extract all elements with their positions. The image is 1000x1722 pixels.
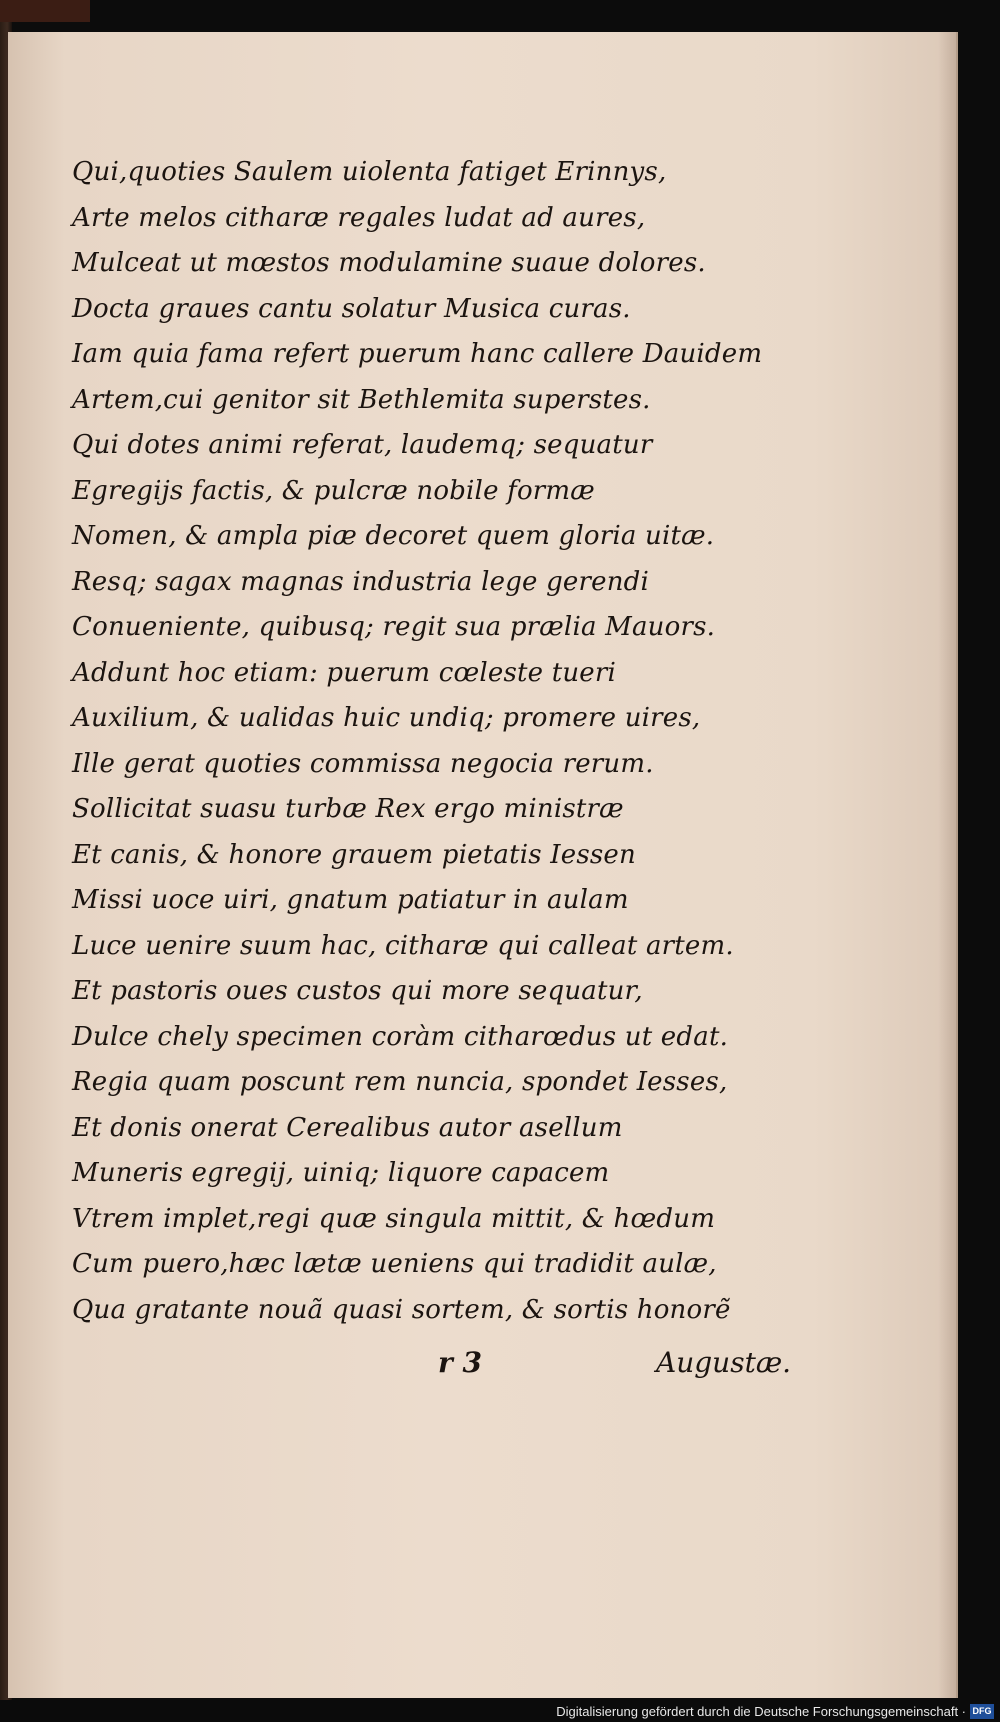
verse-line: Conueniente, quibusq; regit sua prælia Mauors. bbox=[72, 612, 716, 642]
verse-line: Qui,quoties Saulem uiolenta fatiget Erinnys, bbox=[72, 157, 667, 187]
verse-line: Arte melos citharæ regales ludat ad aures, bbox=[72, 202, 646, 233]
verse-line: Missi uoce uiri, gnatum patiatur in aulam bbox=[72, 885, 629, 915]
page-edge-shadow bbox=[938, 32, 956, 1698]
verse-line: Auxilium, & ualidas huic undiq; promere uires, bbox=[72, 703, 701, 733]
digitization-credit-bar bbox=[0, 1700, 1000, 1722]
verse-line: Qua gratante nouã quasi sortem, & sortis honorẽ bbox=[72, 1294, 731, 1325]
binding-strip bbox=[0, 0, 90, 22]
verse-line: Et canis, & honore grauem pietatis Iessen bbox=[72, 839, 636, 870]
verse-line: Dulce chely specimen coràm citharœdus ut edat. bbox=[72, 1021, 729, 1052]
verse-line: Cum puero,hæc lætæ ueniens qui tradidit aulæ, bbox=[72, 1249, 717, 1279]
catchword: Augustæ. bbox=[656, 1346, 792, 1379]
book-page bbox=[8, 32, 958, 1698]
verse-line: Resq; sagax magnas industria lege gerendi bbox=[72, 566, 650, 597]
verse-line: Mulceat ut mœstos modulamine suaue dolores. bbox=[72, 248, 706, 278]
verse-line: Qui dotes animi referat, laudemq; sequatur bbox=[72, 430, 653, 460]
verse-line: Luce uenire suum hac, citharæ qui calleat artem. bbox=[72, 930, 734, 961]
verse-line: Iam quia fama refert puerum hanc callere Dauidem bbox=[72, 339, 763, 369]
verse-line: Ille gerat quoties commissa negocia rerum. bbox=[72, 748, 654, 779]
verse-line: Artem,cui genitor sit Bethlemita superstes. bbox=[72, 384, 651, 415]
verse-text-block bbox=[72, 150, 792, 1333]
verse-line: Regia quam poscunt rem nuncia, spondet Iesses, bbox=[72, 1067, 728, 1097]
dfg-logo: DFG bbox=[970, 1704, 994, 1719]
verse-line: Egregijs factis, & pulcræ nobile formæ bbox=[72, 475, 595, 506]
verse-line: Muneris egregij, uiniq; liquore capacem bbox=[72, 1158, 610, 1188]
verse-line: Et donis onerat Cerealibus autor asellum bbox=[72, 1112, 623, 1143]
verse-line: Sollicitat suasu turbæ Rex ergo ministræ bbox=[72, 794, 624, 824]
verse-line: Et pastoris oues custos qui more sequatur, bbox=[72, 976, 643, 1006]
credit-text: Digitalisierung gefördert durch die Deutsche Forschungsgemeinschaft · bbox=[556, 1704, 966, 1719]
signature-mark: r 3 bbox=[438, 1346, 482, 1379]
verse-line: Docta graues cantu solatur Musica curas. bbox=[72, 293, 631, 324]
verse-line: Addunt hoc etiam: puerum cœleste tueri bbox=[72, 657, 617, 688]
verse-line: Nomen, & ampla piæ decoret quem gloria uitæ. bbox=[72, 521, 715, 551]
verse-line: Vtrem implet,regi quæ singula mittit, & hœdum bbox=[72, 1203, 716, 1234]
